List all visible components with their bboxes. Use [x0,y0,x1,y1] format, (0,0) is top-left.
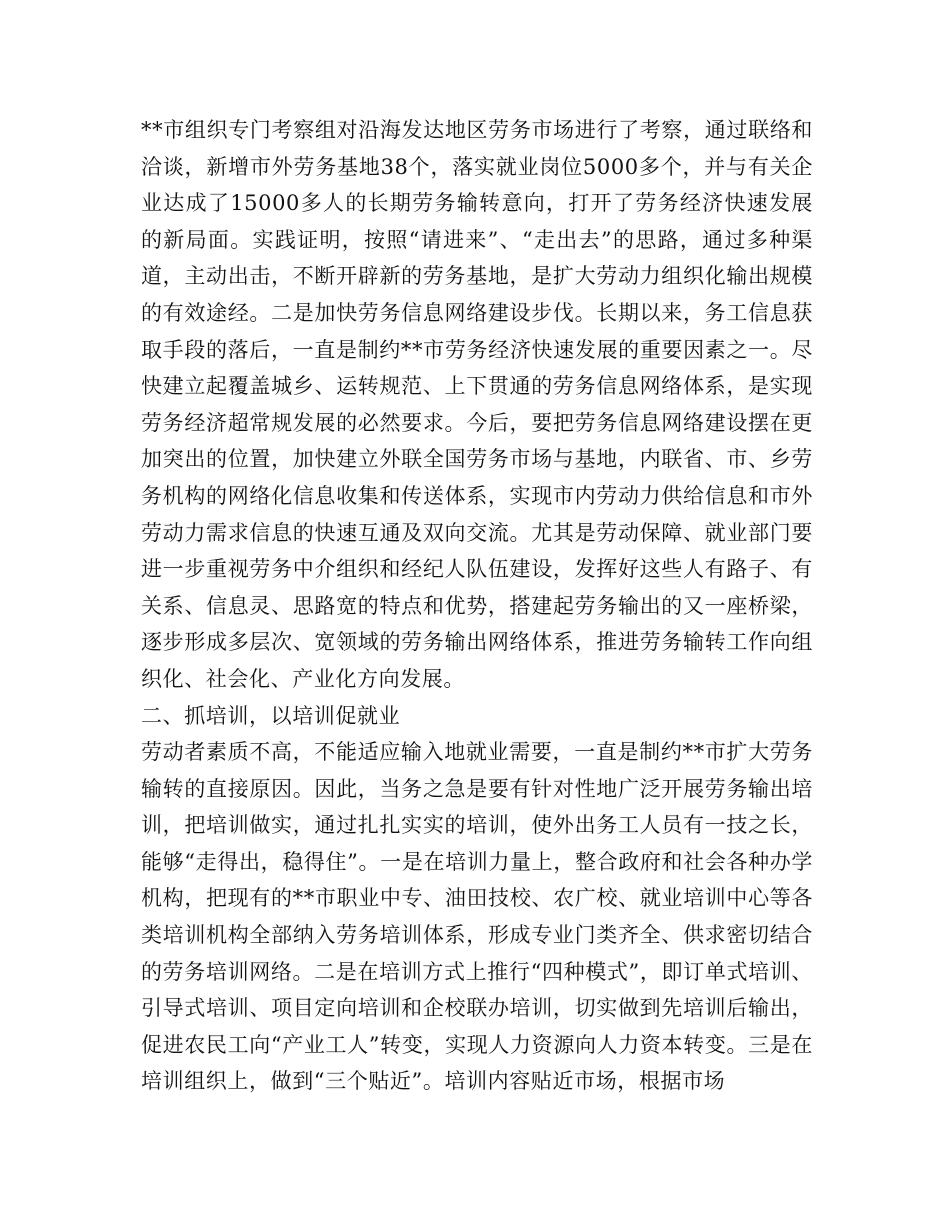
section-heading-training: 二、抓培训，以培训促就业 [141,703,401,728]
document-body [141,112,813,1100]
paragraph-training: 劳动者素质不高，不能适应输入地就业需要，一直是制约**市扩大劳务输转的直接原因。因此，当务之急是要有针对性地广泛开展劳务输出培训，把培训做实，通过扎扎实实的培训，使外出务工人员有一技之长，能够“走得出，稳得住”。一是在培训力量上，整合政府和社会各种办学机构，把现有的**市职业中专、油田技校、农广校、就业培训中心等各类培训机构全部纳入劳务培训体系，形成专业门类齐全、供求密切结合的劳务培训网络。二是在培训方式上推行“四种模式”，即订单式培训、引导式培训、项目定向培训和企校联办培训，切实做到先培训后输出，促进农民工向“产业工人”转变，实现人力资源向人力资本转变。三是在培训组织上，做到“三个贴近”。培训内容贴近市场，根据市场 [141,740,813,1094]
paragraph-labor-network: **市组织专门考察组对沿海发达地区劳务市场进行了考察，通过联络和洽谈，新增市外劳务基地38个，落实就业岗位5000多个，并与有关企业达成了15000多人的长期劳务输转意向，打开了劳务经济快速发展的新局面。实践证明，按照“请进来”、“走出去”的思路，通过多种渠道，主动出击，不断开辟新的劳务基地，是扩大劳动力组织化输出规模的有效途经。二是加快劳务信息网络建设步伐。长期以来，务工信息获取手段的落后，一直是制约**市劳务经济快速发展的重要因素之一。尽快建立起覆盖城乡、运转规范、上下贯通的劳务信息网络体系，是实现劳务经济超常规发展的必然要求。今后，要把劳务信息网络建设摆在更加突出的位置，加快建立外联全国劳务市场与基地，内联省、市、乡劳务机构的网络化信息收集和传送体系，实现市内劳动力供给信息和市外劳动力需求信息的快速互通及双向交流。尤其是劳动保障、就业部门要进一步重视劳务中介组织和经纪人队伍建设，发挥好这些人有路子、有关系、信息灵、思路宽的特点和优势，搭建起劳务输出的又一座桥梁，逐步形成多层次、宽领域的劳务输出网络体系，推进劳务输转工作向组织化、社会化、产业化方向发展。 [141,118,813,691]
